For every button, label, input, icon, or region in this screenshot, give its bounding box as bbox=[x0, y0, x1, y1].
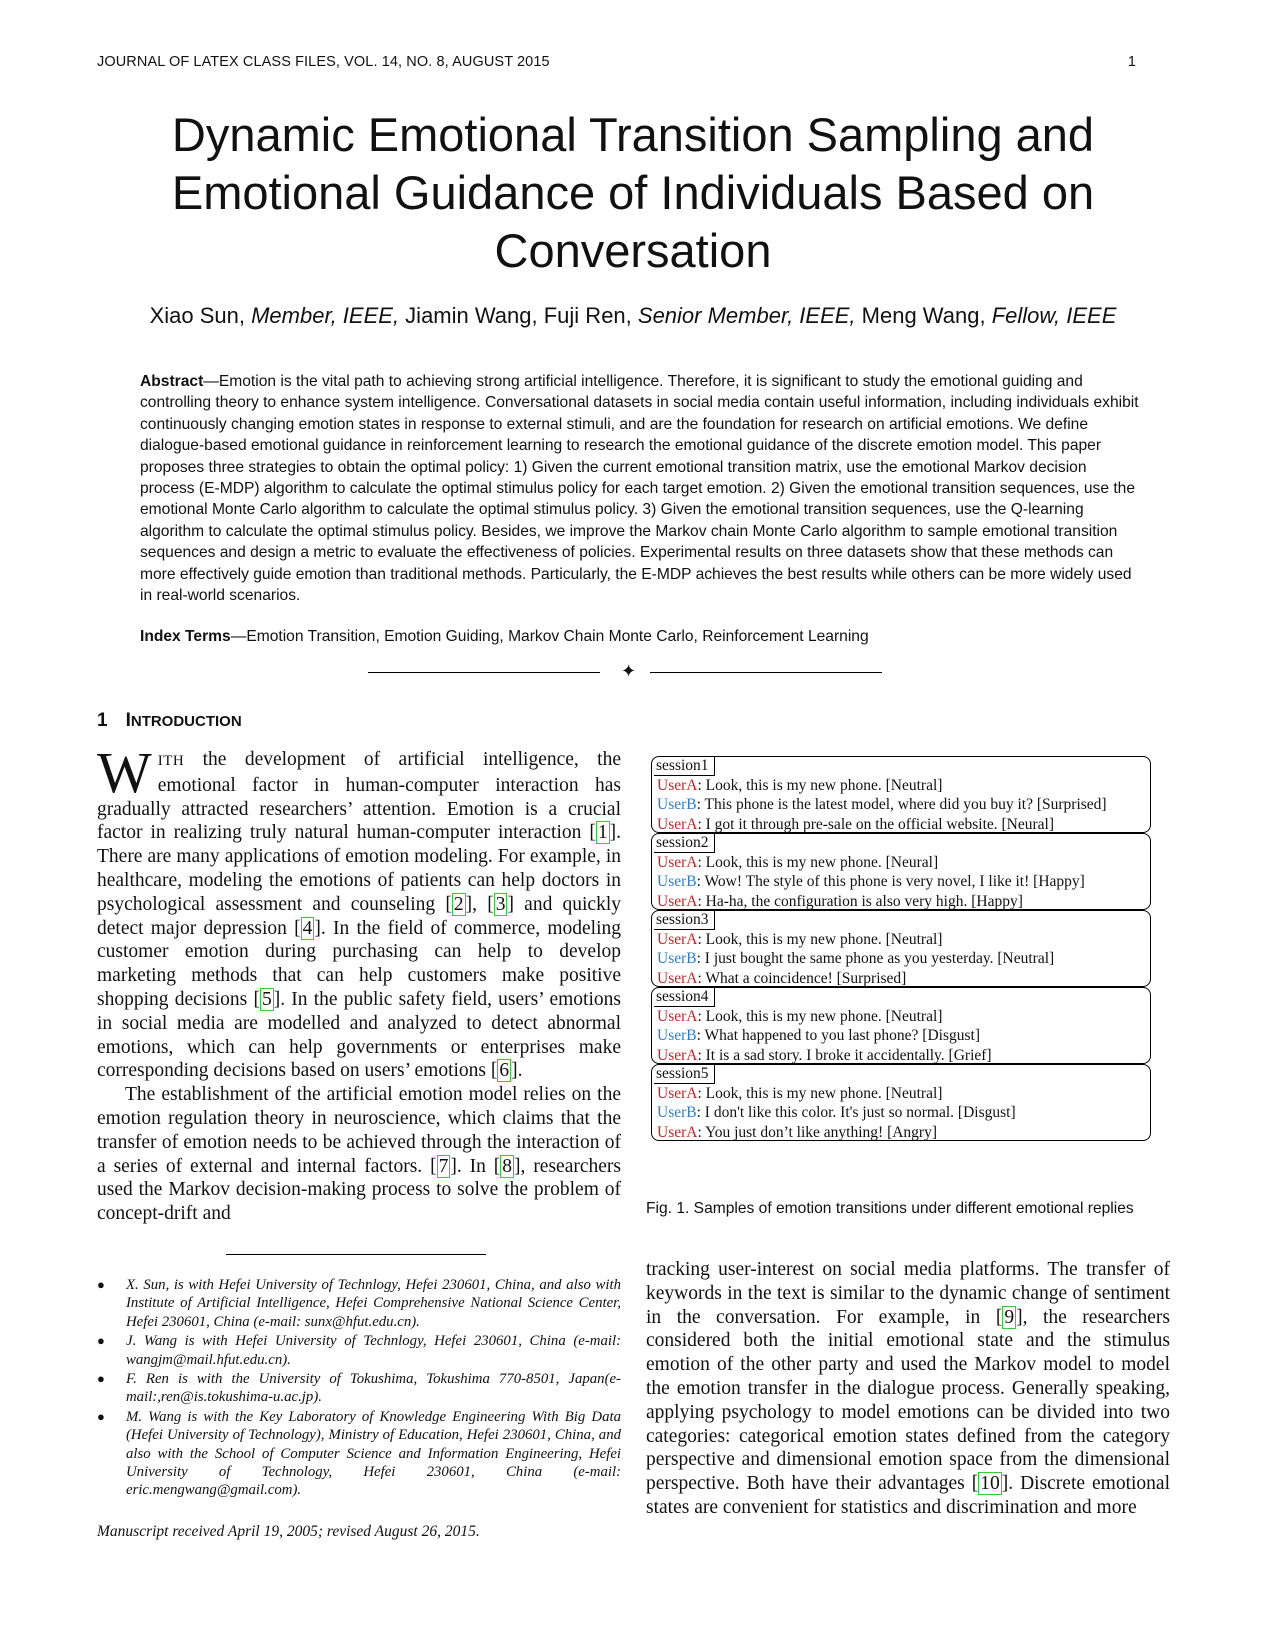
speaker-a: UserA bbox=[657, 1046, 698, 1064]
speaker-b: UserB bbox=[657, 1027, 697, 1045]
lead-in-smallcaps: ITH bbox=[157, 753, 185, 769]
footnote-text: F. Ren is with the University of Tokushima, Tokushima 770-8501, Japan(e-mail:,ren@is.tokushima-u.ac.jp). bbox=[126, 1371, 621, 1406]
dialogue-session bbox=[651, 910, 1151, 987]
utterance-text: : You just don’t like anything! [Angry] bbox=[697, 1123, 937, 1141]
abstract-label: Abstract bbox=[140, 373, 204, 390]
footnote-text: J. Wang is with Hefei University of Technlogy, Hefei 230601, China (e-mail: wangjm@mail.hfut.edu.cn). bbox=[126, 1333, 621, 1368]
intro-text: . In the field of commerce, modeling customer emotion during purchasing can help to develop marketing methods that can help customers make positive shopping decisions bbox=[97, 917, 621, 1010]
author-4-role: Fellow, IEEE bbox=[991, 303, 1117, 328]
utterance-text: : Look, this is my new phone. [Neutral] bbox=[697, 1008, 943, 1025]
intro-text: , researchers used the Markov decision-making process to solve the problem of concept-drift and bbox=[97, 1155, 621, 1225]
title-line-1: Dynamic Emotional Transition Sampling and bbox=[171, 108, 1095, 161]
utterance-text: : Look, this is my new phone. [Neutral] bbox=[697, 777, 943, 794]
bullet-icon: ● bbox=[97, 1277, 105, 1292]
intro-paragraph-continued: tracking user-interest on social media platforms. The transfer of keywords in the text is similar to the dynamic change of sentiment in the conversation. For example, in [ 9 ], the researchers considered both the initial emotional state and the stimulus emotion of the other party and used the Markov model to model the emotion transfer in the dialogue process. Generally speaking, applying psychology to model emotions can be divided into two categories: categorical emotion states defined from the category perspective and dimensional emotion space from the dimensional perspective. Both have their advantages [ 10 ]. Discrete emotional states are convenient for statistics and discrimination and more bbox=[646, 1259, 1170, 1518]
speaker-a: UserA bbox=[657, 854, 698, 871]
separator-diamond-icon: ✦ bbox=[621, 661, 637, 681]
utterance bbox=[657, 1007, 1150, 1026]
footnote-rule bbox=[226, 1254, 486, 1255]
utterance bbox=[657, 892, 1150, 911]
utterance-text: : Ha-ha, the configuration is also very high. [Happy] bbox=[697, 892, 1023, 910]
citation-link[interactable]: 7 bbox=[438, 1155, 449, 1177]
author-1-role: Member, IEEE, bbox=[251, 303, 400, 328]
intro-right-column bbox=[646, 1258, 1170, 1520]
citation-link[interactable]: 2 bbox=[453, 893, 464, 915]
speaker-b: UserB bbox=[657, 873, 697, 891]
citation-link[interactable]: 3 bbox=[495, 893, 506, 915]
utterance-text: : I don't like this color. It's just so normal. [Disgust] bbox=[696, 1104, 1016, 1122]
intro-left-column bbox=[97, 740, 622, 1226]
utterance-text: : Look, this is my new phone. [Neutral] bbox=[697, 931, 943, 948]
utterance bbox=[657, 1084, 1150, 1103]
author-3-role: Senior Member, IEEE, bbox=[637, 303, 856, 328]
dialogue-session bbox=[651, 833, 1151, 910]
intro-text: The establishment of the artificial emotion model relies on the emotion regulation theory in neuroscience, which claims that the transfer of emotion needs to be achieved through the interaction of a series of external and internal factors. bbox=[97, 1084, 621, 1177]
footnote-item bbox=[97, 1276, 621, 1331]
utterance-text: : What happened to you last phone? [Disgust] bbox=[696, 1027, 980, 1045]
session-label: session2 bbox=[654, 834, 715, 853]
section-heading bbox=[97, 710, 242, 732]
utterance bbox=[657, 930, 1150, 949]
body-text: , the researchers considered both the initial emotional state and the stimulus emotion of the other party and used the Markov model to model the emotion transfer in the dialogue process. Generally speaking, applying psychology to model emotions can be divided into two categories: categorical emotion states defined from the category perspective and dimensional emotion space from the dimensional perspective. Both have their advantages bbox=[646, 1306, 1170, 1495]
utterance-text: : Wow! The style of this phone is very novel, I like it! [Happy] bbox=[696, 873, 1085, 891]
utterance-text: : I just bought the same phone as you yesterday. [Neutral] bbox=[696, 950, 1055, 968]
author-list bbox=[100, 303, 1166, 329]
utterance bbox=[657, 815, 1150, 834]
utterance-text: : I got it through pre-sale on the official website. [Neural] bbox=[697, 815, 1054, 833]
citation-link[interactable]: 8 bbox=[502, 1155, 513, 1177]
citation-link[interactable]: 1 bbox=[597, 822, 608, 844]
utterance bbox=[657, 969, 1150, 988]
author-1: Xiao Sun, bbox=[149, 303, 252, 328]
intro-text: and quickly detect major depression bbox=[97, 893, 622, 939]
utterance-text: : Look, this is my new phone. [Neutral] bbox=[697, 1085, 943, 1102]
speaker-a: UserA bbox=[657, 777, 698, 794]
section-title-rest: NTRODUCTION bbox=[130, 713, 242, 730]
paper-title bbox=[100, 106, 1166, 280]
bullet-icon: ● bbox=[97, 1333, 105, 1349]
index-terms-text: —Emotion Transition, Emotion Guiding, Markov Chain Monte Carlo, Reinforcement Learning bbox=[230, 628, 869, 645]
section-title-initial: I bbox=[125, 710, 131, 731]
citation-link[interactable]: 5 bbox=[261, 988, 272, 1010]
utterance bbox=[657, 949, 1150, 968]
speaker-a: UserA bbox=[657, 892, 698, 910]
separator-right bbox=[650, 672, 882, 673]
utterance-text: : It is a sad story. I broke it accidentally. [Grief] bbox=[697, 1046, 992, 1064]
page-number: 1 bbox=[1127, 54, 1136, 70]
footnotes bbox=[97, 1276, 621, 1501]
utterance-text: : Look, this is my new phone. [Neural] bbox=[697, 854, 939, 871]
speaker-b: UserB bbox=[657, 1104, 697, 1122]
intro-text: . In bbox=[456, 1155, 494, 1177]
index-terms bbox=[140, 628, 1140, 646]
footnote-item bbox=[97, 1332, 621, 1369]
speaker-a: UserA bbox=[657, 815, 698, 833]
utterance bbox=[657, 795, 1150, 814]
intro-text: . bbox=[517, 1060, 523, 1082]
utterance bbox=[657, 872, 1150, 891]
title-line-3: Conversation bbox=[494, 224, 772, 277]
session-label: session1 bbox=[654, 757, 715, 776]
speaker-b: UserB bbox=[657, 796, 697, 814]
abstract bbox=[140, 371, 1140, 606]
session-label: session5 bbox=[654, 1065, 715, 1084]
index-terms-label: Index Terms bbox=[140, 628, 231, 645]
utterance bbox=[657, 1103, 1150, 1122]
session-label: session3 bbox=[654, 911, 715, 930]
citation-link[interactable]: 10 bbox=[980, 1473, 1000, 1495]
footnote-text: X. Sun, is with Hefei University of Technlogy, Hefei 230601, China, and also with Institute of Artificial Intelligence, Hefei Comprehensive National Science Center, Hefei 230601, China (e-mail: sunx@hfut.edu.cn). bbox=[126, 1277, 621, 1330]
dialogue-session bbox=[651, 756, 1151, 833]
speaker-a: UserA bbox=[657, 969, 698, 987]
session-label: session4 bbox=[654, 988, 715, 1007]
figure-caption: Fig. 1. Samples of emotion transitions under different emotional replies bbox=[646, 1200, 1134, 1217]
utterance bbox=[657, 1026, 1150, 1045]
author-2-3: Jiamin Wang, Fuji Ren, bbox=[399, 303, 638, 328]
intro-text: . There are many applications of emotion modeling. For example, in healthcare, modeling the emotions of patients can help doctors in psychological assessment and counseling bbox=[97, 822, 621, 915]
manuscript-note: Manuscript received April 19, 2005; revised August 26, 2015. bbox=[97, 1523, 480, 1540]
figure-1-dialogue-samples bbox=[651, 756, 1151, 1141]
citation-link[interactable]: 6 bbox=[499, 1060, 510, 1082]
author-4: Meng Wang, bbox=[855, 303, 992, 328]
intro-paragraph-1: WITH the development of artificial intelligence, the emotional factor in human-computer interaction has gradually attracted researchers’ attention. Emotion is a crucial factor in realizing truly natural human-computer interaction [ 1 ]. There are many applications of emotion modeling. For example, in healthcare, modeling the emotions of patients can help doctors in psychological assessment and counseling [ 2 ], [ 3 ] and quickly detect major depression [ 4 ]. In the field of commerce, modeling customer emotion during purchasing can help to develop marketing methods that can help customers make positive shopping decisions [ 5 ]. In the public safety field, users’ emotions in social media are modelled and analyzed to detect abnormal emotions, which can help governments or enterprises make corresponding decisions based on users’ emotions [ 6 ]. bbox=[97, 740, 622, 1082]
speaker-a: UserA bbox=[657, 1123, 698, 1141]
speaker-a: UserA bbox=[657, 931, 698, 948]
bullet-icon: ● bbox=[97, 1408, 105, 1424]
running-header: JOURNAL OF LATEX CLASS FILES, VOL. 14, NO. 8, AUGUST 2015 bbox=[97, 54, 550, 70]
dialogue-session bbox=[651, 1064, 1151, 1141]
footnote-text: M. Wang is with the Key Laboratory of Knowledge Engineering With Big Data (Hefei University of Technology), Ministry of Education, Hefei 230601, China, and also with the School of Computer Science and Information Engineering, Hefei University of Technology, Hefei 230601, China (e-mail: eric.mengwang@gmail.com). bbox=[126, 1408, 621, 1499]
utterance-text: : What a coincidence! [Surprised] bbox=[697, 969, 907, 987]
dialogue-session bbox=[651, 987, 1151, 1064]
citation-link[interactable]: 4 bbox=[302, 917, 313, 939]
utterance bbox=[657, 776, 1150, 795]
speaker-b: UserB bbox=[657, 950, 697, 968]
section-number: 1 bbox=[97, 710, 108, 731]
separator-left bbox=[368, 672, 600, 673]
abstract-text: —Emotion is the vital path to achieving strong artificial intelligence. Therefore, it is significant to study the emotional guiding and controlling theory to enhance system intelligence. Conversational datasets in social media contain useful information, including individuals exhibit continuously changing emotion states in response to external stimuli, and are the foundation for research on artificial emotions. We define dialogue-based emotional guidance in reinforcement learning to research the emotional guidance of the discrete emotion model. This paper proposes three strategies to obtain the optimal policy: 1) Given the current emotional transition matrix, use the emotional Markov decision process (E-MDP) algorithm to calculate the optimal stimulus policy for each target emotion. 2) Given the emotional transition sequences, use the emotional Monte Carlo algorithm to calculate the optimal stimulus policy. 3) Given the emotional transition sequences, use the Q-learning algorithm to calculate the optimal stimulus policy. Besides, we improve the Markov chain Monte Carlo algorithm to sample emotional transition sequences and design a metric to evaluate the effectiveness of policies. Experimental results on three datasets show that these methods can more effectively guide emotion than traditional methods. Particularly, the E-MDP achieves the best results while others can be more widely used in real-world scenarios. bbox=[140, 373, 1139, 605]
citation-link[interactable]: 9 bbox=[1004, 1306, 1015, 1328]
bullet-icon: ● bbox=[97, 1371, 105, 1387]
drop-cap: W bbox=[97, 740, 152, 805]
intro-text: , bbox=[472, 893, 488, 915]
body-text: . Discrete emotional states are convenient for statistics and discrimination and more bbox=[646, 1473, 1170, 1518]
utterance bbox=[657, 1046, 1150, 1065]
speaker-a: UserA bbox=[657, 1008, 698, 1025]
footnote-item bbox=[97, 1370, 621, 1407]
title-line-2: Emotional Guidance of Individuals Based on bbox=[171, 166, 1095, 219]
utterance-text: : This phone is the latest model, where did you buy it? [Surprised] bbox=[696, 796, 1107, 814]
utterance bbox=[657, 1123, 1150, 1142]
intro-text: . In the public safety field, users’ emotions in social media are modelled and analyzed to detect abnormal emotions, which can help governments or enterprises make corresponding decisions based on users’ emotions bbox=[97, 988, 621, 1082]
intro-text: the development of artificial intelligence, the emotional factor in human-computer interaction has gradually attracted researchers’ attention. Emotion is a crucial factor in realizing truly natural human-computer interaction bbox=[97, 749, 621, 844]
speaker-a: UserA bbox=[657, 1085, 698, 1102]
utterance bbox=[657, 853, 1150, 872]
intro-paragraph-2: The establishment of the artificial emotion model relies on the emotion regulation theory in neuroscience, which claims that the transfer of emotion needs to be achieved through the interaction of a series of external and internal factors. [ 7 ]. In [ 8 ], researchers used the Markov decision-making process to solve the problem of concept-drift and bbox=[97, 1084, 621, 1225]
footnote-item bbox=[97, 1408, 621, 1500]
body-text: tracking user-interest on social media platforms. The transfer of keywords in the text is similar to the dynamic change of sentiment in the conversation. For example, in bbox=[646, 1259, 1170, 1328]
